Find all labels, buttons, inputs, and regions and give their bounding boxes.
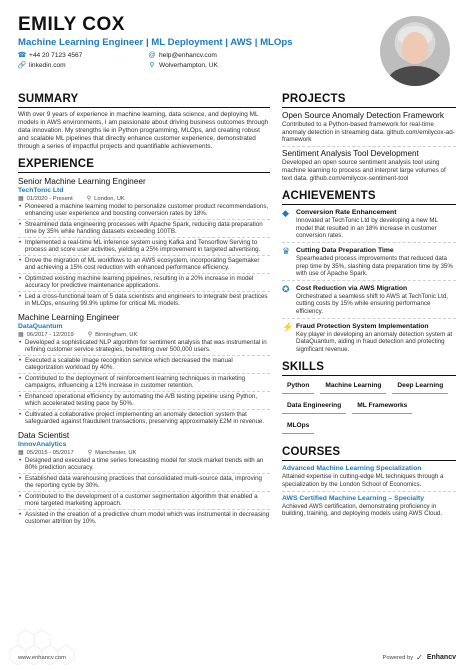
job-bullets <box>18 339 270 427</box>
location-pin-icon: ⚲ <box>87 449 93 456</box>
linkedin-text: linkedin.com <box>29 62 66 69</box>
achievement-item <box>282 208 456 243</box>
skill-tag: ML Frameworks <box>352 399 412 414</box>
job-location: Birmingham, UK <box>95 331 138 338</box>
location-pin-icon: ⚲ <box>149 62 155 69</box>
achievement-title: Cutting Data Preparation Time <box>296 247 394 254</box>
job-location: Manchester, UK <box>95 449 137 456</box>
left-column <box>18 92 270 528</box>
summary-text: With over 9 years of experience in machine learning, data science, and deploying ML models in AWS environments, I am passionate about driving business outcomes through data innovation. My strengths lie in Python programming, MLOps, and creating robust and scalable ML pipelines that directly enhance customer experience, demonstrated through a series of impactful projects and quantifiable achievements. <box>18 111 269 150</box>
job-meta <box>18 331 270 339</box>
achievement-item <box>282 284 456 319</box>
contact-linkedin[interactable] <box>18 61 148 71</box>
experience-heading: EXPERIENCE <box>18 157 270 173</box>
list-item: • Pioneered a machine learning model to personalize customer product recommendations, enhancing user experience and boosting conversion rates by 18%. <box>18 203 270 220</box>
phone-icon: ☎ <box>17 52 27 59</box>
skill-tag: Deep Learning <box>392 379 448 394</box>
job-meta <box>18 449 270 457</box>
phone-text: +44 20 7123 4567 <box>29 52 83 59</box>
achievement-description: Spearheaded process improvements that reduced data prep time by 35%, slashing data preparation time by 35% with use of Apache Spark. <box>296 255 453 278</box>
job-location: London, UK <box>94 195 125 202</box>
courses-heading: COURSES <box>282 445 456 461</box>
job-role: Machine Learning Engineer <box>18 311 120 322</box>
achievement-title: Conversion Rate Enhancement <box>296 209 397 217</box>
skills-heading: SKILLS <box>282 360 456 376</box>
footer-website-link[interactable]: www.enhancv.com <box>18 654 66 661</box>
enhancv-logo-icon: ✓ <box>416 653 423 662</box>
link-icon: 🔗 <box>17 62 27 69</box>
diamond-icon: ◆ <box>282 208 289 219</box>
job-role: Senior Machine Learning Engineer <box>18 175 146 186</box>
job-company: DataQuantum <box>18 322 63 330</box>
achievement-description: Key player in developing an anomaly detection system at DataQuantum, aiding in fraud detection and protecting significant revenue. <box>296 330 453 353</box>
location-pin-icon: ⚲ <box>87 331 93 338</box>
course-description: Attained expertise in cutting-edge ML techniques through a specialization by the London School of Economics. <box>282 473 456 491</box>
list-item: • Established data warehousing practices that consolidated multi-source data, improving the reporting cycle by 30%. <box>18 475 270 492</box>
achievement-description: Orchestrated a seamless shift to AWS at TechTonic Ltd, cutting costs by 15% while ensuring performance efficiency. <box>296 292 449 315</box>
list-item: • Contributed to the deployment of reinforcement learning techniques in marketing campaigns, influencing a 12% increase in customer retention. <box>18 375 270 392</box>
skill-tag: Machine Learning <box>320 379 386 394</box>
list-item: • Led a cross-functional team of 5 data scientists and engineers to integrate best practices in MLOps, ensuring 99.9% uptime for critical ML models. <box>18 293 270 309</box>
course-title: Advanced Machine Learning Specialization <box>282 465 422 473</box>
project-description: Developed an open source sentiment analysis tool using machine learning to process and interpret large volumes of text data. github.com/emilycox-sentiment-tool <box>282 159 446 182</box>
right-column <box>282 92 456 528</box>
achievement-title: Cost Reduction via AWS Migration <box>296 284 408 292</box>
job-dates: 01/2020 - Present <box>26 195 73 202</box>
job-role: Data Scientist <box>18 429 70 440</box>
trophy-icon: ♛ <box>282 246 291 256</box>
courses-section <box>282 445 456 519</box>
powered-by-text: Powered by <box>382 654 414 661</box>
achievement-description: Innovated at TechTonic Ltd by developing a new ML model that resulted in an 18% increase in customer conversion rates. <box>296 217 438 240</box>
contact-list <box>18 51 278 71</box>
job-dates: 06/2017 - 12/2019 <box>26 331 74 338</box>
medal-icon: ✪ <box>282 283 290 294</box>
location-pin-icon: ⚲ <box>86 195 92 202</box>
course-description: Achieved AWS certification, demonstrating proficiency in building, training, and deploying models using AWS Cloud. <box>282 502 443 518</box>
email-text: help@enhancv.com <box>159 52 217 59</box>
candidate-title: Machine Learning Engineer | ML Deployment | AWS | MLOps <box>18 37 293 48</box>
project-title: Sentiment Analysis Tool Development <box>282 149 419 159</box>
skill-tag: MLOps <box>282 419 314 434</box>
experience-section <box>18 157 270 527</box>
achievements-heading: ACHIEVEMENTS <box>282 189 456 205</box>
list-item: • Cultivated a collaborative project implementing an anomaly detection system that safeguarded against fraudulent transactions, preserving approximately £2M in revenue. <box>18 411 270 427</box>
project-description: Contributed to a Python-based framework for real-time anomaly detection in streaming data. github.com/emilycox-ad-framework <box>282 121 456 147</box>
list-item: • Implemented a real-time ML inference system using Kafka and Tensorflow Serving to process and score user activities, yielding a 25% improvement in targeted advertising. <box>18 239 270 256</box>
list-item: • Designed and executed a time series forecasting model for stock market trends with an 80% prediction accuracy. <box>18 457 270 474</box>
lightning-icon: ⚡ <box>282 321 294 332</box>
resume-header <box>18 14 456 94</box>
contact-email[interactable] <box>148 51 278 61</box>
skills-section <box>282 360 456 439</box>
job-entry <box>18 430 270 527</box>
calendar-icon: ▦ <box>18 195 24 202</box>
list-item: • Drove the migration of ML workflows to an AWS ecosystem, incorporating Sagemaker and achieving a 15% cost reduction with enhanced performance efficiency. <box>18 257 270 274</box>
skill-tag: Data Engineering <box>282 399 346 414</box>
summary-heading: SUMMARY <box>18 92 270 108</box>
achievement-item <box>282 246 456 281</box>
at-sign-icon: @ <box>148 52 156 59</box>
contact-phone[interactable] <box>18 51 148 61</box>
list-item: • Executed a scalable image recognition service which decreased the manual categorization workload by 40%. <box>18 357 270 374</box>
avatar <box>380 16 450 86</box>
course-title: AWS Certified Machine Learning – Specialty <box>282 494 425 502</box>
skill-tag: Python <box>282 379 314 394</box>
job-company: TechTonic Ltd <box>18 186 64 194</box>
list-item: • Optimized existing machine learning pipelines, resulting in a 20% increase in model accuracy for predictive maintenance applications. <box>18 275 270 292</box>
list-item: • Streamlined data engineering processes with Apache Spark, reducing data preparation time by 35% while handling datasets exceeding 100TB. <box>18 221 270 238</box>
achievement-title: Fraud Protection System Implementation <box>296 322 429 330</box>
job-entry <box>18 176 270 309</box>
job-entry <box>18 312 270 427</box>
job-bullets <box>18 203 270 309</box>
projects-heading: PROJECTS <box>282 92 456 108</box>
contact-location <box>148 61 278 71</box>
footer-brand <box>382 653 456 662</box>
project-title: Open Source Anomaly Detection Framework <box>282 111 445 120</box>
job-dates: 05/2015 - 05/2017 <box>26 449 74 456</box>
skills-list <box>282 379 456 439</box>
list-item: • Assisted in the creation of a predictive churn model which was instrumental in decreasing customer attrition by 10%. <box>18 511 270 527</box>
summary-section <box>18 92 270 151</box>
job-meta <box>18 195 270 203</box>
page-footer <box>18 653 456 662</box>
list-item: • Developed a sophisticated NLP algorithm for sentiment analysis that was instrumental in refining customer service strategies, benefitting over 500,000 users. <box>18 339 270 356</box>
list-item: • Enhanced operational efficiency by automating the A/B testing pipeline using Python, which accelerated testing pace by 50%. <box>18 393 270 410</box>
job-company: InnovAnalytics <box>18 440 67 448</box>
job-bullets <box>18 457 270 527</box>
list-item: • Contributed to the development of a customer segmentation algorithm that enabled a more targeted marketing approach. <box>18 493 270 510</box>
brand-name: Enhancv <box>426 654 456 661</box>
calendar-icon: ▦ <box>18 331 24 338</box>
achievement-item <box>282 322 456 356</box>
location-text: Wolverhampton, UK <box>159 62 218 69</box>
calendar-icon: ▦ <box>18 449 24 456</box>
projects-section <box>282 92 456 184</box>
achievements-section <box>282 189 456 355</box>
candidate-name: EMILY COX <box>18 14 125 35</box>
